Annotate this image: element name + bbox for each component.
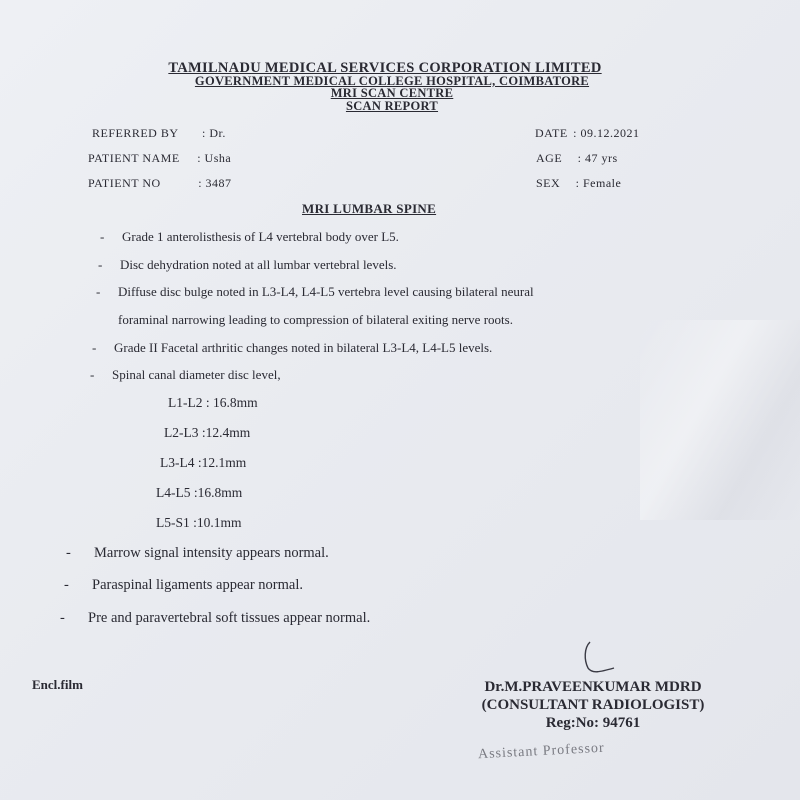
header-report: SCAN REPORT [345, 99, 439, 113]
referred-by-value: : Dr. [202, 126, 226, 140]
header-corporation: TAMILNADU MEDICAL SERVICES CORPORATION LIMITED [168, 60, 602, 76]
finding-item [96, 284, 534, 300]
finding-item [64, 577, 303, 594]
sex-value: : Female [575, 176, 622, 190]
bullet-dash: - [60, 610, 65, 626]
measurement-l1-l2: L1-L2 : 16.8mm [168, 395, 258, 410]
doctor-name: Dr.M.PRAVEENKUMAR MDRD [484, 679, 702, 695]
bullet-dash: - [90, 367, 95, 382]
doctor-designation: (CONSULTANT RADIOLOGIST) [481, 697, 705, 713]
registration-number: Reg:No: 94761 [545, 715, 641, 731]
enclosure-note: Encl.film [32, 677, 83, 692]
patient-name-label: PATIENT NAME [88, 151, 180, 165]
header-centre: MRI SCAN CENTRE [330, 86, 454, 100]
finding-text: Pre and paravertebral soft tissues appear normal. [88, 610, 371, 626]
date-label: DATE [535, 126, 568, 140]
finding-item [100, 229, 399, 245]
finding-item [60, 610, 370, 627]
faded-stamp: Assistant Professor [477, 740, 606, 763]
finding-text: Grade II Facetal arthritic changes noted in bilateral L3-L4, L4-L5 levels. [114, 340, 493, 355]
referred-by-row [92, 126, 226, 141]
bullet-dash: - [100, 229, 105, 244]
referred-by-label: REFERRED BY [92, 126, 179, 140]
age-value: : 47 yrs [577, 151, 618, 165]
finding-text: Marrow signal intensity appears normal. [94, 545, 329, 561]
finding-item [98, 257, 397, 273]
date-row [535, 126, 640, 141]
age-row [536, 151, 618, 166]
age-label: AGE [536, 151, 563, 165]
bullet-dash: - [98, 257, 103, 272]
finding-text: Spinal canal diameter disc level, [112, 367, 281, 382]
sex-label: SEX [536, 176, 561, 190]
signature-mark [576, 638, 626, 683]
patient-no-row [88, 176, 232, 191]
bullet-dash: - [92, 340, 97, 355]
measurement-l4-l5: L4-L5 :16.8mm [156, 485, 243, 500]
paper-fold [640, 320, 800, 520]
report-title: MRI LUMBAR SPINE [302, 201, 437, 216]
bullet-dash: - [64, 577, 69, 593]
finding-continuation [118, 312, 513, 328]
header-hospital: GOVERNMENT MEDICAL COLLEGE HOSPITAL, COIMBATORE [194, 74, 590, 88]
patient-name-row [88, 151, 231, 166]
finding-text: foraminal narrowing leading to compression of bilateral exiting nerve roots. [118, 312, 513, 327]
finding-item [92, 340, 492, 356]
finding-text: Disc dehydration noted at all lumbar vertebral levels. [120, 257, 397, 272]
measurement-l2-l3: L2-L3 :12.4mm [164, 425, 251, 440]
finding-text: Paraspinal ligaments appear normal. [92, 577, 303, 593]
bullet-dash: - [66, 545, 71, 561]
finding-item [90, 367, 281, 383]
finding-text: Grade 1 anterolisthesis of L4 vertebral body over L5. [122, 229, 399, 244]
sex-row [536, 176, 621, 191]
patient-name-value: : Usha [197, 151, 232, 165]
date-value: : 09.12.2021 [573, 126, 640, 140]
finding-text: Diffuse disc bulge noted in L3-L4, L4-L5 vertebra level causing bilateral neural [118, 284, 534, 299]
patient-no-label: PATIENT NO [88, 176, 161, 190]
finding-item [66, 545, 329, 562]
signature-block [438, 678, 748, 732]
measurement-l5-s1: L5-S1 :10.1mm [156, 515, 242, 530]
patient-no-value: : 3487 [198, 176, 232, 190]
bullet-dash: - [96, 284, 101, 299]
measurement-l3-l4: L3-L4 :12.1mm [160, 455, 247, 470]
